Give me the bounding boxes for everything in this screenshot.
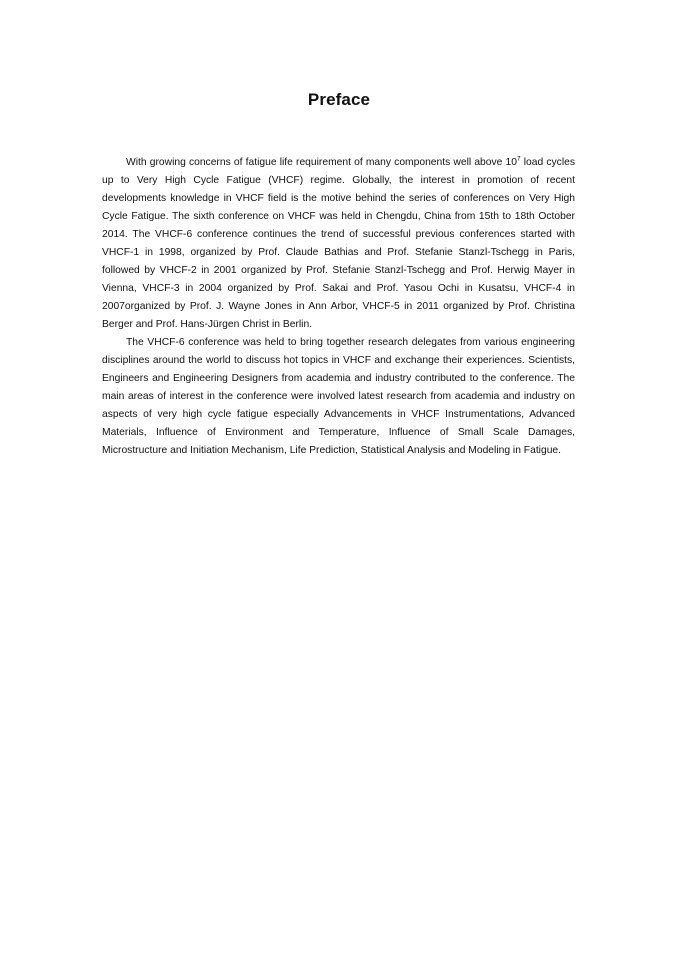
- page-title: Preface: [307, 90, 371, 109]
- exponent: 7: [516, 155, 521, 163]
- paragraph-1-text-cont: load cycles up to Very High Cycle Fatigue (VHCF) regime. Globally, the interest in promotion of recent developments knowledge in VHCF field is the motive behind the series of conferences on Very High Cycle Fatigue. The sixth conference on VHCF was held in Chengdu, China from 15th to 18th October 2014. The VHCF-6 conference continues the trend of successful previous conferences started with VHCF-1 in 1998, organized by Prof. Claude Bathias and Prof. Stefanie Stanzl-Tschegg in Paris, followed by VHCF-2 in 2001 organized by Prof. Stefanie Stanzl-Tschegg and Prof. Herwig Mayer in Vienna, VHCF-3 in 2004 organized by Prof. Sakai and Prof. Yasou Ochi in Kusatsu, VHCF-4 in 2007organized by Prof. J. Wayne Jones in Ann Arbor, VHCF-5 in 2011 organized by Prof. Christina Berger and Prof. Hans-Jürgen Christ in Berlin.: [102, 157, 575, 330]
- body-text: [102, 154, 575, 460]
- paragraph-1-text: With growing concerns of fatigue life requirement of many components well above 10: [126, 157, 517, 168]
- paragraph-2: The VHCF-6 conference was held to bring together research delegates from various engineering disciplines around the world to discuss hot topics in VHCF and exchange their experiences. Scientists, Engineers and Engineering Designers from academia and industry contributed to the conference. The main areas of interest in the conference were involved latest research from academia and industry on aspects of very high cycle fatigue especially Advancements in VHCF Instrumentations, Advanced Materials, Influence of Environment and Temperature, Influence of Small Scale Damages, Microstructure and Initiation Mechanism, Life Prediction, Statistical Analysis and Modeling in Fatigue.: [102, 337, 575, 456]
- paragraph-1: [102, 154, 575, 334]
